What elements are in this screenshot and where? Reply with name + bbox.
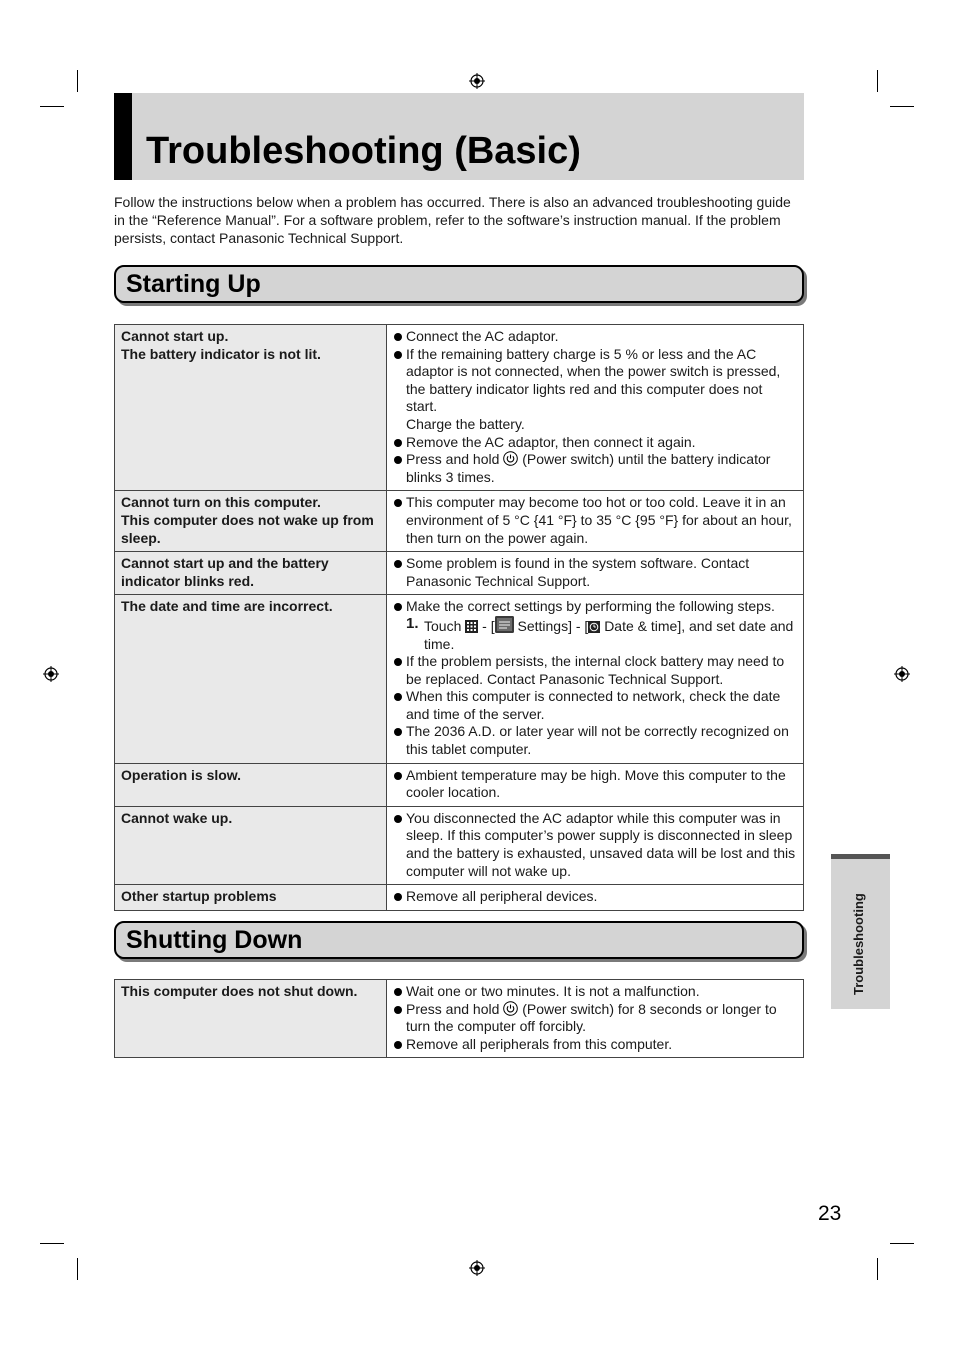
- solution-cell: [387, 325, 804, 491]
- problem-text: The battery indicator is not lit.: [121, 345, 321, 362]
- solution-cell: [387, 595, 804, 763]
- problem-cell: [115, 595, 387, 763]
- section-title: Shutting Down: [126, 926, 303, 954]
- section-header-shutting-down: [114, 921, 804, 959]
- problem-text: Cannot turn on this computer.: [121, 494, 321, 511]
- crop-mark: [40, 1243, 64, 1244]
- solution-cell: [387, 763, 804, 806]
- list-item: Some problem is found in the system software. Contact Panasonic Technical Support.: [393, 555, 797, 590]
- step-text: Touch: [424, 617, 462, 634]
- problem-text: Cannot wake up.: [121, 809, 233, 826]
- page-title: Troubleshooting (Basic): [146, 130, 581, 172]
- intro-paragraph: Follow the instructions below when a problem has occurred. There is also an advanced troubleshooting guide in the “Reference Manual”. For a software problem, refer to the software’s instruction manual. If the problem persists, contact Panasonic Technical Support.: [114, 194, 791, 246]
- step-number: 1.: [406, 614, 419, 632]
- problem-cell: [115, 980, 387, 1058]
- crosshair-registration-icon: [469, 73, 485, 89]
- crop-mark: [877, 70, 878, 92]
- list-item: Ambient temperature may be high. Move this computer to the cooler location.: [393, 767, 797, 802]
- list-item: [393, 1001, 797, 1036]
- table-row: [115, 552, 804, 595]
- list-text: (Power switch) for 8 seconds or longer to turn the computer off forcibly.: [406, 1000, 777, 1035]
- crosshair-registration-icon: [43, 666, 59, 682]
- section-header-starting-up: [114, 265, 804, 303]
- problem-text: This computer does not shut down.: [121, 983, 358, 999]
- solution-cell: [387, 552, 804, 595]
- list-item: You disconnected the AC adaptor while this computer was in sleep. If this computer’s power supply is disconnected in sleep and the battery is exhausted, unsaved data will be lost and this computer will not wake up.: [393, 810, 797, 880]
- crop-mark: [877, 1258, 878, 1280]
- list-item: Wait one or two minutes. It is not a malfunction.: [393, 983, 797, 1001]
- list-text: Press and hold: [406, 451, 500, 468]
- problem-text: Other startup problems: [121, 888, 277, 905]
- list-item: Remove the AC adaptor, then connect it again.: [393, 434, 797, 452]
- step-text: Date & time], and set date and time.: [424, 617, 794, 652]
- step-text: - [: [482, 617, 495, 634]
- list-item: If the remaining battery charge is 5 % or less and the AC adaptor is not connected, when the power switch is pressed, the battery indicator lights red and this computer does not start.: [393, 346, 797, 416]
- table-row: [115, 885, 804, 911]
- table-row: [115, 491, 804, 552]
- list-item: If the problem persists, the internal clock battery may need to be replaced. Contact Panasonic Technical Support.: [393, 653, 797, 688]
- apps-grid-icon: [465, 620, 478, 633]
- crop-mark: [890, 106, 914, 107]
- list-text: Press and hold: [406, 1000, 500, 1017]
- list-item: When this computer is connected to network, check the date and time of the server.: [393, 688, 797, 723]
- table-row: [115, 980, 804, 1058]
- settings-app-icon: [495, 616, 514, 633]
- power-switch-icon: [503, 451, 518, 466]
- problem-cell: [115, 806, 387, 884]
- list-item-continuation: Charge the battery.: [406, 415, 525, 432]
- list-item: Make the correct settings by performing the following steps.: [393, 598, 797, 616]
- problem-text: Cannot start up.: [121, 328, 229, 344]
- problem-text: This computer does not wake up from sleep.: [121, 511, 374, 546]
- chapter-side-tab-label: Troubleshooting: [851, 893, 866, 995]
- table-row: [115, 595, 804, 763]
- list-text: (Power switch) until the battery indicator blinks 3 times.: [406, 451, 771, 485]
- crosshair-registration-icon: [894, 666, 910, 682]
- problem-cell: [115, 885, 387, 911]
- crosshair-registration-icon: [469, 1260, 485, 1276]
- power-switch-icon: [503, 1001, 518, 1016]
- shutting-down-table: [114, 979, 804, 1058]
- title-block: [114, 93, 804, 180]
- list-item: [393, 451, 797, 486]
- list-item: Remove all peripheral devices.: [393, 888, 797, 906]
- chapter-side-tab: [831, 854, 890, 1009]
- solution-cell: [387, 806, 804, 884]
- table-row: [115, 763, 804, 806]
- section-title: Starting Up: [126, 270, 261, 298]
- solution-cell: [387, 980, 804, 1058]
- problem-text: Cannot start up and the battery indicator blinks red.: [121, 555, 329, 589]
- clock-icon: [588, 621, 600, 633]
- list-item: This computer may become too hot or too cold. Leave it in an environment of 5 °C {41 °F} to 35 °C {95 °F} for about an hour, then turn on the power again.: [393, 494, 797, 547]
- solution-cell: [387, 491, 804, 552]
- title-accent-bar: [114, 93, 132, 180]
- list-item: The 2036 A.D. or later year will not be correctly recognized on this tablet computer.: [393, 723, 797, 758]
- list-item: Remove all peripherals from this computer.: [393, 1036, 797, 1054]
- problem-text: Operation is slow.: [121, 766, 242, 783]
- table-row: [115, 806, 804, 884]
- step-item: [393, 616, 797, 653]
- list-item: Connect the AC adaptor.: [393, 328, 797, 346]
- crop-mark: [77, 70, 78, 92]
- crop-mark: [77, 1258, 78, 1280]
- table-row: [115, 325, 804, 491]
- problem-text: The date and time are incorrect.: [121, 598, 333, 615]
- problem-cell: [115, 491, 387, 552]
- starting-up-table: [114, 324, 804, 911]
- problem-cell: [115, 325, 387, 491]
- problem-cell: [115, 552, 387, 595]
- crop-mark: [890, 1243, 914, 1244]
- problem-cell: [115, 763, 387, 806]
- step-text: Settings] - [: [517, 617, 589, 634]
- page-number: 23: [818, 1202, 842, 1225]
- crop-mark: [40, 106, 64, 107]
- solution-cell: [387, 885, 804, 911]
